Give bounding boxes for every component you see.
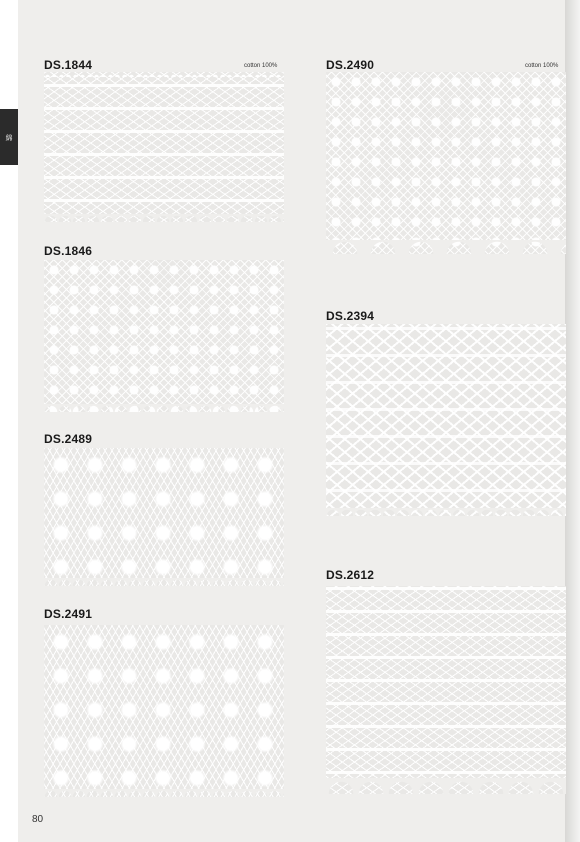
lace-scallop-edge [44,789,284,797]
lace-scallop-edge [44,404,284,412]
product-code-ds2491: DS.2491 [44,607,93,621]
lace-swatch-ds2490 [326,72,566,254]
lace-swatch-ds2394 [326,324,566,516]
lace-swatch-ds1844 [44,72,284,222]
product-material-ds1844: cotton 100% [244,63,278,69]
lace-scallop-edge [326,778,566,794]
lace-swatch-ds2489 [44,448,284,586]
lace-scallop-edge [326,508,566,516]
product-code-ds1844: DS.1844 [44,58,93,72]
section-side-tab-label: 綿 [5,133,13,141]
product-code-ds2394: DS.2394 [326,309,375,323]
product-code-ds2489: DS.2489 [44,432,93,446]
product-material-ds2490: cotton 100% [525,63,559,69]
lace-swatch-ds1846 [44,260,284,412]
lace-picot-edge [44,72,284,77]
page-number: 80 [32,814,44,825]
section-side-tab [0,109,18,165]
product-code-ds1846: DS.1846 [44,244,93,258]
lace-swatch-ds2612 [326,586,566,794]
lace-scallop-edge [44,214,284,222]
product-code-ds2612: DS.2612 [326,568,375,582]
lace-swatch-ds2491 [44,625,284,797]
product-code-ds2490: DS.2490 [326,58,375,72]
lace-scallop-edge [44,578,284,586]
page-spine-edge [565,0,580,842]
lace-scallop-edge [326,240,566,254]
